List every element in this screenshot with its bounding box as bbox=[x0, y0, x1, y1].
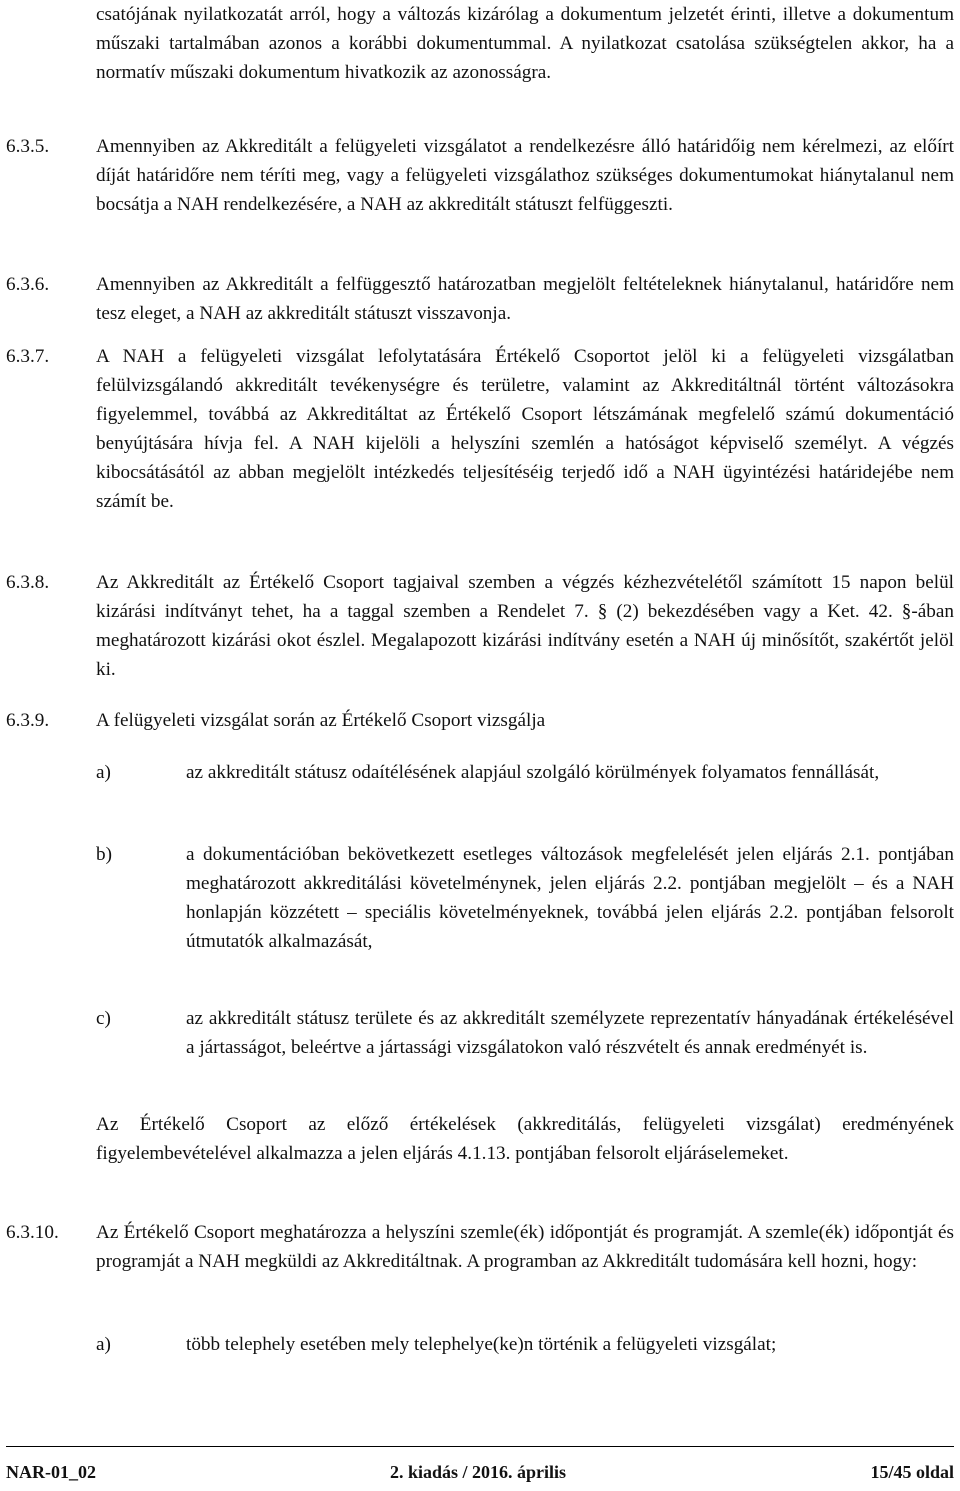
list-item-letter: a) bbox=[96, 762, 111, 783]
list-item-text: a dokumentációban bekövetkezett esetleges változások megfelelését jelen eljárás 2.1. pontjában meghatározott akkreditálási követelménynek, jelen eljárás 2.2. pontjában megjelölt – és a NAH honlapján közzétett – speciális követelményeknek, továbbá jelen eljárás 2.2. pontjában felsorolt útmutatók alkalmazását, bbox=[186, 844, 954, 952]
section-number: 6.3.10. bbox=[6, 1222, 59, 1243]
list-item-text: az akkreditált státusz területe és az akkreditált személyzete reprezentatív hányadának értékelésével a jártasságot, beleértve a jártassági vizsgálatokon való részvételt és annak eredményét is. bbox=[186, 1008, 954, 1058]
section-text: Az Értékelő Csoport meghatározza a helyszíni szemle(ék) időpontját és programját. A szemle(ék) időpontját és programját a NAH megküldi az Akkreditáltnak. A programban az Akkreditált tudomására kell hozni, hogy: bbox=[96, 1222, 954, 1272]
list-item-c bbox=[96, 1004, 954, 1062]
list-item-a-6310 bbox=[96, 1330, 954, 1359]
list-item-a bbox=[96, 758, 954, 787]
section-6-3-7 bbox=[6, 342, 954, 516]
section-6-3-10 bbox=[6, 1218, 954, 1276]
footer-edition: 2. kiadás / 2016. április bbox=[390, 1462, 567, 1482]
list-item-b bbox=[96, 840, 954, 956]
section-number: 6.3.8. bbox=[6, 572, 50, 593]
list-item-letter: c) bbox=[96, 1008, 111, 1029]
section-number: 6.3.5. bbox=[6, 136, 50, 157]
section-number: 6.3.7. bbox=[6, 346, 50, 367]
list-item-text: több telephely esetében mely telephelye(ke)n történik a felügyeleti vizsgálat; bbox=[186, 1334, 777, 1355]
section-number: 6.3.6. bbox=[6, 274, 50, 295]
section-text: A felügyeleti vizsgálat során az Értékelő Csoport vizsgálja bbox=[96, 710, 546, 731]
list-item-letter: a) bbox=[96, 1334, 111, 1355]
footer-doc-id: NAR-01_02 bbox=[6, 1462, 96, 1482]
section-number: 6.3.9. bbox=[6, 710, 50, 731]
section-text: Az Akkreditált az Értékelő Csoport tagjaival szemben a végzés kézhezvételétől számított 15 napon belül kizárási indítványt tehet, ha a taggal szemben a Rendelet 7. § (2) bekezdésében vagy a Ket. 42. §-ában meghatározott kizárási okot észlel. Megalapozott kizárási indítvány esetén a NAH új minősítőt, szakértőt jelöl ki. bbox=[96, 572, 954, 680]
section-text: Amennyiben az Akkreditált a felügyeleti vizsgálatot a rendelkezésre álló határidőig nem kérelmezi, az előírt díját határidőre nem téríti meg, vagy a felügyeleti vizsgálathoz szükséges dokumentumokat hiánytalanul nem bocsátja a NAH rendelkezésére, a NAH az akkreditált státuszt felfüggeszti. bbox=[96, 136, 954, 215]
section-6-3-5 bbox=[6, 132, 954, 219]
summary-paragraph: Az Értékelő Csoport az előző értékelések (akkreditálás, felügyeleti vizsgálat) eredményének figyelembevételével alkalmazza a jelen eljárás 4.1.13. pontjában felsorolt eljáráselemeket. bbox=[96, 1114, 954, 1164]
footer-page-number: 15/45 oldal bbox=[870, 1462, 954, 1482]
section-text: A NAH a felügyeleti vizsgálat lefolytatására Értékelő Csoportot jelöl ki a felügyeleti vizsgálatban felülvizsgálandó akkreditált tevékenységre és területre, valamint az Akkreditáltnál történt változásokra figyelemmel, továbbá az Akkreditáltat az Értékelő Csoport létszámának megfelelő számú dokumentáció benyújtására hívja fel. A NAH kijelöli a helyszíni szemlén a hatóságot képviselő személyt. A végzés kibocsátásától az abban megjelölt intézkedés teljesítéséig terjedő idő a NAH ügyintézési határidejébe nem számít be. bbox=[96, 346, 954, 512]
continuation-paragraph: csatójának nyilatkozatát arról, hogy a változás kizárólag a dokumentum jelzetét érinti, illetve a dokumentum műszaki tartalmában azonos a korábbi dokumentummal. A nyilatkozat csatolása szükségtelen akkor, ha a normatív műszaki dokumentum hivatkozik az azonosságra. bbox=[96, 4, 954, 83]
list-item-text: az akkreditált státusz odaítélésének alapjául szolgáló körülmények folyamatos fennállását, bbox=[186, 762, 880, 783]
section-6-3-6 bbox=[6, 270, 954, 328]
list-item-letter: b) bbox=[96, 844, 112, 865]
page-footer bbox=[6, 1446, 954, 1482]
section-text: Amennyiben az Akkreditált a felfüggesztő határozatban megjelölt feltételeknek hiánytalanul, határidőre nem tesz eleget, a NAH az akkreditált státuszt visszavonja. bbox=[96, 274, 954, 324]
section-6-3-9 bbox=[6, 706, 954, 735]
section-6-3-8 bbox=[6, 568, 954, 684]
